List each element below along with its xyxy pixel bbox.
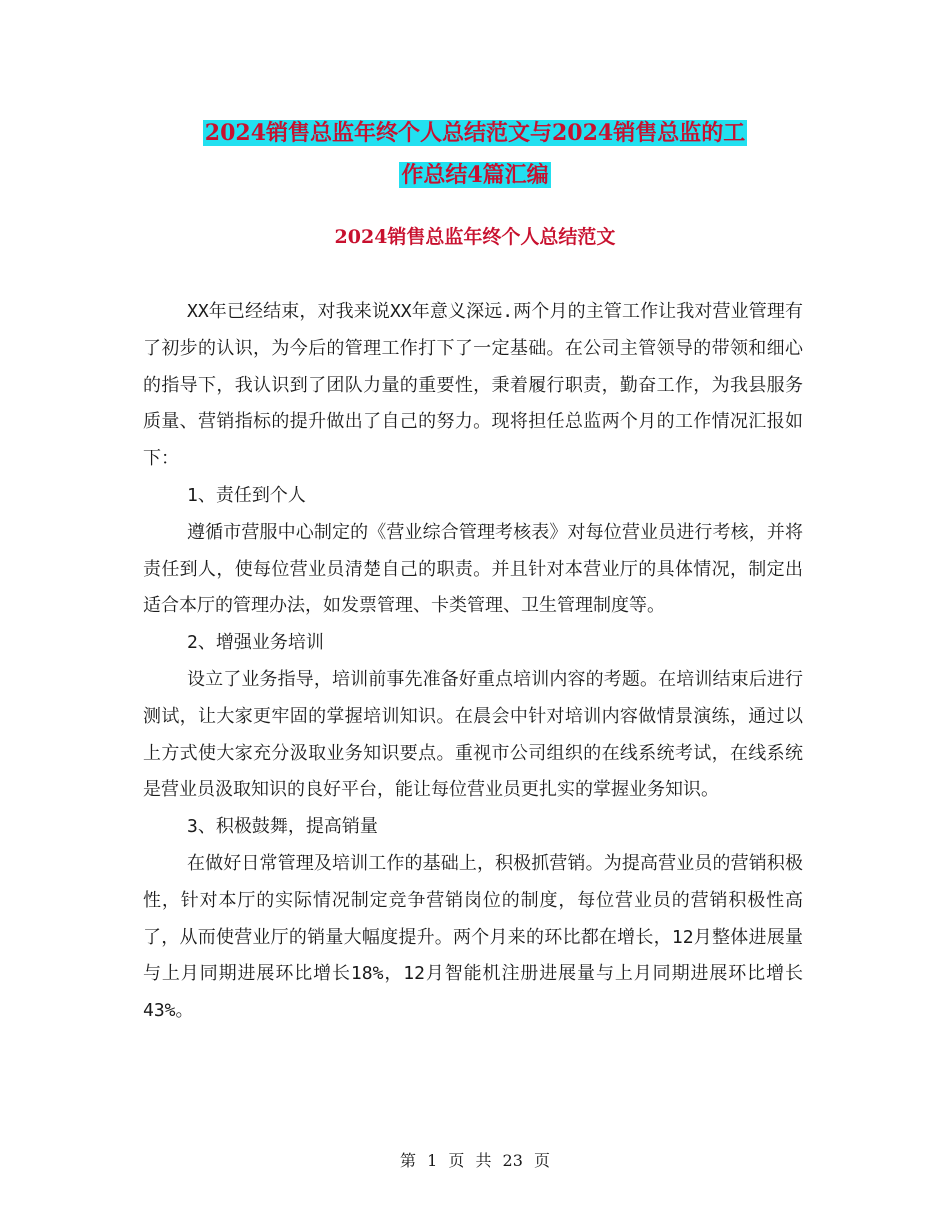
paragraph-sales: 在做好日常管理及培训工作的基础上，积极抓营销。为提高营业员的营销积极性，针对本厅的实际情况制定竞争营销岗位的制度，每位营业员的营销积极性高了，从而使营业厅的销量大幅度提升。两个月来的环比都在增长，12月整体进展量与上月同期进展环比增长18%，12月智能机注册进展量与上月同期进展环比增长43%。 <box>143 852 803 1022</box>
page-footer: 第 1 页 共 23 页 <box>400 1151 550 1170</box>
heading-responsibility: 1、责任到个人 <box>187 484 306 506</box>
paragraph-responsibility: 遵循市营服中心制定的《营业综合管理考核表》对每位营业员进行考核，并将责任到人，使每位营业员清楚自己的职责。并且针对本营业厅的具体情况，制定出适合本厅的管理办法，如发票管理、卡类管理、卫生管理制度等。 <box>143 521 803 617</box>
title-highlight-2: 作总结4篇汇编 <box>401 162 549 188</box>
section-subtitle: 2024销售总监年终个人总结范文 <box>334 226 616 248</box>
paragraph-training: 设立了业务指导，培训前事先准备好重点培训内容的考题。在培训结束后进行测试，让大家更牢固的掌握培训知识。在晨会中针对培训内容做情景演练，通过以上方式使大家充分汲取业务知识要点。重视市公司组织的在线系统考试，在线系统是营业员汲取知识的良好平台，能让每位营业员更扎实的掌握业务知识。 <box>143 668 803 801</box>
document-body <box>143 294 803 1030</box>
document-title-line-2 <box>0 158 950 192</box>
heading-training: 2、增强业务培训 <box>187 632 324 654</box>
title-highlight-1: 2024销售总监年终个人总结范文与2024销售总监的工 <box>204 120 746 146</box>
paragraph-intro: XX年已经结束，对我来说XX年意义深远.两个月的主管工作让我对营业管理有了初步的认识，为今后的管理工作打下了一定基础。在公司主管领导的带领和细心的指导下，我认识到了团队力量的重要性，秉着履行职责，勤奋工作，为我县服务质量、营销指标的提升做出了自己的努力。现将担任总监两个月的工作情况汇报如下： <box>143 301 803 470</box>
heading-sales: 3、积极鼓舞，提高销量 <box>187 816 378 838</box>
document-title-line-1 <box>0 116 950 150</box>
